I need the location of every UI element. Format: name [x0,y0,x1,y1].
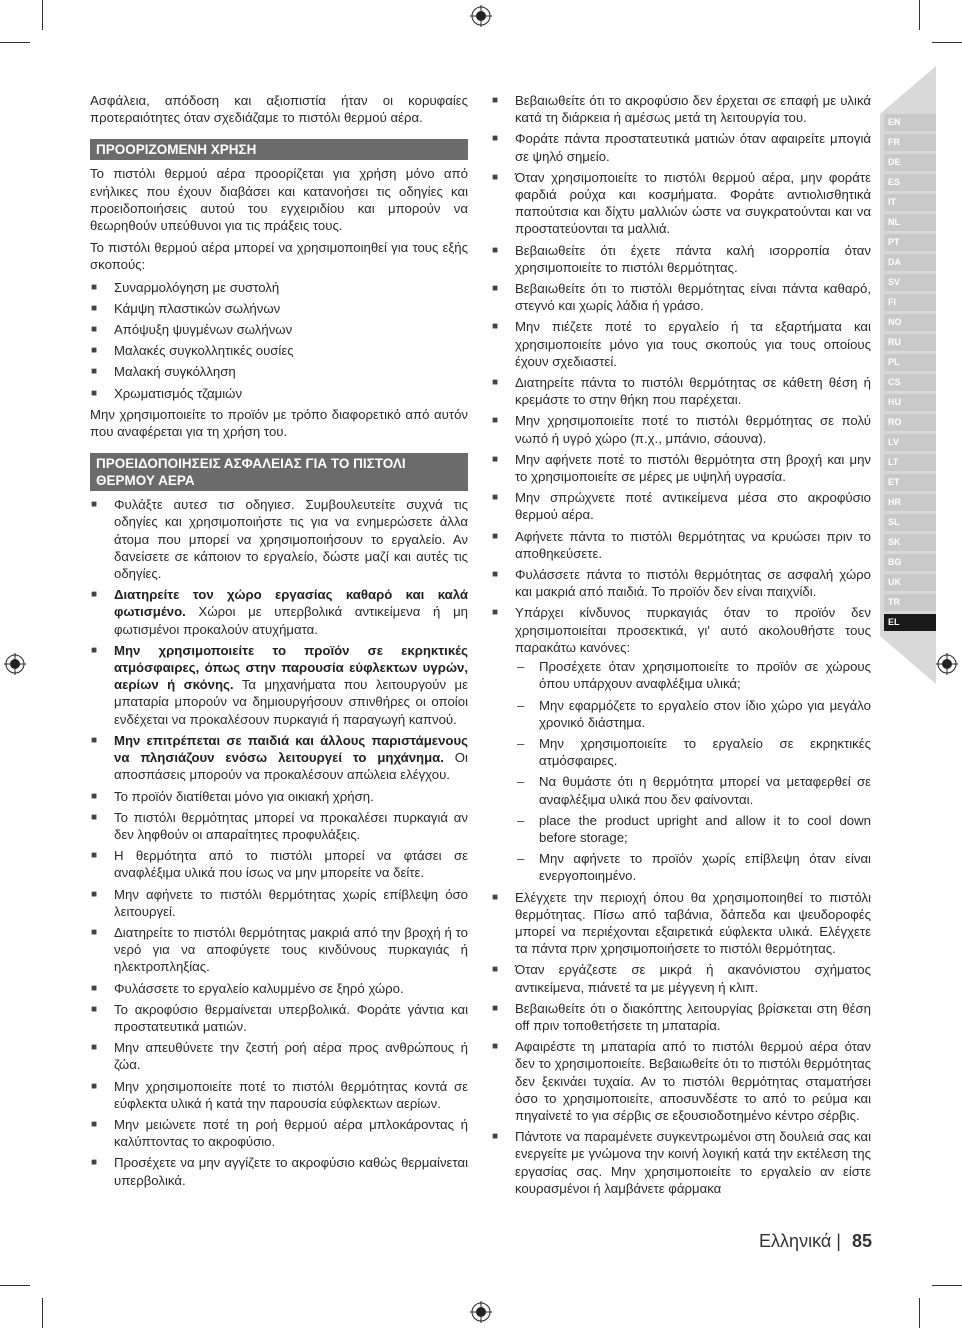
language-tab-en[interactable]: EN [884,114,936,131]
sub-list-item: – Να θυμάστε ότι η θερμότητα μπορεί να μεταφερθεί σε αναφλέξιμα υλικά που δεν φαίνονται. [515,773,871,807]
crop-mark [932,1285,962,1286]
right-column [491,92,871,1201]
list-item: ■ Βεβαιωθείτε ότι έχετε πάντα καλή ισορροπία όταν χρησιμοποιείτε το πιστόλι θερμότητας. [491,242,871,276]
list-item: ■ Κάμψη πλαστικών σωλήνων [90,300,468,317]
language-tab-no[interactable]: NO [884,314,936,331]
list-item: ■ Το πιστόλι θερμότητας μπορεί να προκαλέσει πυρκαγιά αν δεν ληφθούν οι απαραίτητες προφυλάξεις. [90,809,468,843]
sub-list-item: – Μην αφήνετε το προϊόν χωρίς επίβλεψη όταν είναι ενεργοποιημένο. [515,850,871,884]
crop-mark [0,1285,30,1286]
item-text: Οι αποσπάσεις μπορούν να προκαλέσουν απώλεια ελέγχου. [114,750,468,783]
crop-mark [932,42,962,43]
list-item: ■ Πάντοτε να παραμένετε συγκεντρωμένοι στη δουλειά σας και ενεργείτε με γνώμονα την κοινή λογική κατά την εκτέλεση της εργασίας σας. Μην χρησιμοποιείτε το εργαλείο αν είστε κουρασμένοι ή λαμβάνετε φάρμακα [491,1128,871,1197]
sub-list-item: – place the product upright and allow it to cool down before storage; [515,812,871,846]
language-tab-pt[interactable]: PT [884,234,936,251]
list-item: ■ Αφαιρέστε τη μπαταρία από το πιστόλι θερμού αέρα όταν δεν το χρησιμοποιείτε. Βεβαιωθείτε ότι το πιστόλι θερμότητας δεν ξεκινάει τυχαία. Αν το πιστόλι θερμότητας σταματήσει όσο το χρησιμοποιείτε, αποσυνδέστε το από το ρεύμα και πηγαίνετέ το για σέρβις σε εξουσιοδοτημένο κέντρο σέρβις. [491,1038,871,1124]
language-tab-el[interactable]: EL [884,614,936,631]
crop-mark [0,42,30,43]
list-item: ■ Η θερμότητα από το πιστόλι μπορεί να φτάσει σε αναφλέξιμα υλικά που ίσως να μην μπορείτε να δείτε. [90,847,468,881]
language-tab-cs[interactable]: CS [884,374,936,391]
bold-lead: Μην επιτρέπεται σε παιδιά και άλλους παριστάμενους να πλησιάζουν ενόσω λειτουργεί το μηχάνημα. [114,732,468,766]
list-item: ■ Διατηρείτε το πιστόλι θερμότητας μακριά από την βροχή ή το νερό για να αποφύγετε τους κινδύνους πυρκαγιάς ή ηλεκτροπληξίας. [90,924,468,976]
language-tab-nl[interactable]: NL [884,214,936,231]
language-tab-bg[interactable]: BG [884,554,936,571]
list-item: ■ Διατηρείτε πάντα το πιστόλι θερμότητας σε κάθετη θέση ή κρεμάστε το στην θήκη που παρέχεται. [491,374,871,408]
language-tabs [884,114,936,634]
language-tab-es[interactable]: ES [884,174,936,191]
list-item: ■ Προσέχετε να μην αγγίζετε το ακροφύσιο καθώς θερμαίνεται υπερβολικά. [90,1154,468,1188]
left-column [90,92,468,1193]
intended-use-heading: ΠΡΟΟΡΙΖΟΜΕΝΗ ΧΡΗΣΗ [90,139,468,160]
list-item: ■ Φυλάξτε αυτεσ τισ οδηγιεσ. Συμβουλευτείτε συχνά τις οδηγίες και χρησιμοποιήστε τις για να ενημερώσετε άλλα άτομα που μπορεί να χρησιμοποιήσουν το εργαλείο. Αν δανείσετε σε κάποιον το εργαλείο, δώστε μαζί και αυτές τις οδηγίες. [90,496,468,582]
list-item: ■ Αφήνετε πάντα το πιστόλι θερμότητας να κρυώσει πριν το αποθηκεύσετε. [491,528,871,562]
bold-lead: Διατηρείτε τον χώρο εργασίας καθαρό και καλά φωτισμένο. [114,587,468,620]
language-tab-pl[interactable]: PL [884,354,936,371]
list-item: ■ Απόψυξη ψυγμένων σωλήνων [90,321,468,338]
crop-mark [919,0,920,30]
list-item: ■ Μην χρησιμοποιείτε ποτέ το πιστόλι θερμότητας σε πολύ νωπό ή υγρό χώρο (π.χ., μπάνιο, σάουνα). [491,412,871,446]
list-item: ■ Μην σπρώχνετε ποτέ αντικείμενα μέσα στο ακροφύσιο θερμού αέρα. [491,489,871,523]
language-tab-lv[interactable]: LV [884,434,936,451]
intended-use-paragraph: Το πιστόλι θερμού αέρα προορίζεται για χρήση μόνο από ενήλικες που έχουν διαβάσει και κατανοήσει τις οδηγίες και προειδοποιήσεις αυτού του εγχειριδίου και μπορούν να θεωρηθούν υπεύθυνοι για τις πράξεις τους. [90,166,468,234]
safety-warnings-heading: ΠΡΟΕΙΔΟΠΟΙΗΣΕΙΣ ΑΣΦΑΛΕΙΑΣ ΓΙΑ ΤΟ ΠΙΣΤΟΛΙ ΘΕΡΜΟΥ ΑΕΡΑ [90,453,468,491]
list-item: ■ Μην απευθύνετε την ζεστή ροή αέρα προς ανθρώπους ή ζώα. [90,1039,468,1073]
language-tab-lt[interactable]: LT [884,454,936,471]
list-item: ■ Μαλακή συγκόλληση [90,363,468,380]
list-item [491,604,871,884]
language-tab-sl[interactable]: SL [884,514,936,531]
page-footer [700,1231,872,1252]
list-item: ■ Όταν εργάζεστε σε μικρά ή ακανόνιστου σχήματος αντικείμενα, πιάνετέ τα με μέγγενη ή κλιπ. [491,961,871,995]
uses-list [90,279,468,402]
language-tab-fi[interactable]: FI [884,294,936,311]
sub-list-item: – Προσέχετε όταν χρησιμοποιείτε το προϊόν σε χώρους όπου υπάρχουν αναφλέξιμα υλικά; [515,658,871,692]
list-item [90,586,468,638]
crop-mark [42,1298,43,1328]
crop-mark [42,0,43,30]
footer-language: Ελληνικά [759,1231,832,1251]
registration-mark-icon [936,653,958,675]
list-item: ■ Μην πιέζετε ποτέ το εργαλείο ή τα εξαρτήματα και χρησιμοποιείτε μόνο για τους σκοπούς για τους οποίους έχουν σχεδιαστεί. [491,318,871,370]
registration-mark-icon [470,1301,492,1323]
crop-mark [919,1298,920,1328]
intended-use-purposes: Το πιστόλι θερμού αέρα μπορεί να χρησιμοποιηθεί για τους εξής σκοπούς: [90,240,468,273]
language-tab-sk[interactable]: SK [884,534,936,551]
language-tab-da[interactable]: DA [884,254,936,271]
language-tab-uk[interactable]: UK [884,574,936,591]
list-item: ■ Βεβαιωθείτε ότι ο διακόπτης λειτουργίας βρίσκεται στη θέση off πριν τοποθετήσετε τη μπαταρία. [491,1000,871,1034]
safety-list-continued [491,92,871,1197]
list-item: ■ Μην χρησιμοποιείτε ποτέ το πιστόλι θερμότητας κοντά σε εύφλεκτα υλικά ή κατά την παρουσία εύφλεκτων αερίων. [90,1078,468,1112]
sub-list-item: – Μην χρησιμοποιείτε το εργαλείο σε εκρηκτικές ατμόσφαιρες. [515,735,871,769]
misuse-paragraph: Μην χρησιμοποιείτε το προϊόν με τρόπο διαφορετικό από αυτόν που αναφέρεται για τη χρήση του. [90,406,468,440]
list-item: ■ Μαλακές συγκολλητικές ουσίες [90,342,468,359]
list-item: ■ Μην αφήνετε ποτέ το πιστόλι θερμότητα στη βροχή και μην το χρησιμοποιείτε σε μέρες με υψηλή υγρασία. [491,451,871,485]
intro-paragraph: Ασφάλεια, απόδοση και αξιοπιστία ήταν οι κορυφαίες προτεραιότητες όταν σχεδιάζαμε το πιστόλι θερμού αέρα. [90,93,468,126]
list-item: ■ Το προϊόν διατίθεται μόνο για οικιακή χρήση. [90,788,468,805]
list-item: ■ Όταν χρησιμοποιείτε το πιστόλι θερμού αέρα, μην φοράτε φαρδιά ρούχα και κοσμήματα. Φοράτε αντιολισθητικά παπούτσια και δίχτυ μαλλιών ώστε να συγκρατούνται και να προστατεύονται τα μαλλιά. [491,169,871,238]
language-tab-ru[interactable]: RU [884,334,936,351]
list-item [90,732,468,784]
language-tab-it[interactable]: IT [884,194,936,211]
registration-mark-icon [4,653,26,675]
language-tab-sv[interactable]: SV [884,274,936,291]
language-tab-ro[interactable]: RO [884,414,936,431]
page-number: 85 [851,1231,872,1251]
language-tab-et[interactable]: ET [884,474,936,491]
registration-mark-icon [470,5,492,27]
language-tab-hu[interactable]: HU [884,394,936,411]
footer-separator: | [836,1231,841,1251]
list-item: ■ Φυλάσσετε το εργαλείο καλυμμένο σε ξηρό χώρο. [90,980,468,997]
item-text: Τα μηχανήματα που λειτουργούν με μπαταρία μπορούν να δημιουργήσουν σπινθήρες οι οποίοι ενδέχεται να προκαλέσουν πυρκαγιά ή παραγωγή καπνού. [114,677,469,727]
language-tab-hr[interactable]: HR [884,494,936,511]
list-item: ■ Βεβαιωθείτε ότι το ακροφύσιο δεν έρχεται σε επαφή με υλικά κατά τη διάρκεια ή αμέσως μετά τη λειτουργία του. [491,92,871,126]
list-item: ■ Συναρμολόγηση με συστολή [90,279,468,296]
language-tab-de[interactable]: DE [884,154,936,171]
fire-rules-list [515,658,871,884]
language-tab-fr[interactable]: FR [884,134,936,151]
list-item: ■ Το ακροφύσιο θερμαίνεται υπερβολικά. Φοράτε γάντια και προστατευτικά ματιών. [90,1001,468,1035]
fire-risk-intro: Υπάρχει κίνδυνος πυρκαγιάς όταν το προϊόν δεν χρησιμοποιείται προσεκτικά, γι' αυτό ακολουθήστε τους παρακάτω κανόνες: [515,605,871,655]
list-item: ■ Χρωματισμός τζαμιών [90,385,468,402]
safety-list [90,496,468,1189]
list-item: ■ Βεβαιωθείτε ότι το πιστόλι θερμότητας είναι πάντα καθαρό, στεγνό και χωρίς λάδια ή γράσο. [491,280,871,314]
list-item: ■ Μην μειώνετε ποτέ τη ροή θερμού αέρα μπλοκάροντας ή καλύπτοντας το ακροφύσιο. [90,1116,468,1150]
list-item: ■ Φυλάσσετε πάντα το πιστόλι θερμότητας σε ασφαλή χώρο και μακριά από παιδιά. Το προϊόν δεν είναι παιχνίδι. [491,566,871,600]
list-item [90,642,468,728]
item-text: Χώροι με υπερβολικά αντικείμενα ή μη φωτισμένοι προκαλούν ατυχήματα. [114,604,468,637]
language-tab-tr[interactable]: TR [884,594,936,611]
sub-list-item: – Μην εφαρμόζετε το εργαλείο στον ίδιο χώρο για μεγάλο χρονικό διάστημα. [515,697,871,731]
list-item: ■ Μην αφήνετε το πιστόλι θερμότητας χωρίς επίβλεψη όσο λειτουργεί. [90,886,468,920]
list-item: ■ Φοράτε πάντα προστατευτικά ματιών όταν αφαιρείτε μπογιά σε ψηλό σημείο. [491,130,871,164]
bold-lead: Μην χρησιμοποιείτε το προϊόν σε εκρηκτικές ατμόσφαιρες, όπως στην παρουσία εύφλεκτων υγρών, αερίων ή σκόνης. [114,642,468,693]
list-item: ■ Ελέγχετε την περιοχή όπου θα χρησιμοποιηθεί το πιστόλι θερμότητας. Πίσω από ταβάνια, δάπεδα και ψευδοροφές μπορεί να περιέχονται εξαιρετικά εύφλεκτα υλικά. Ελέγχετε τα πάντα πριν χρησιμοποιήσετε το πιστόλι θερμότητας. [491,889,871,958]
